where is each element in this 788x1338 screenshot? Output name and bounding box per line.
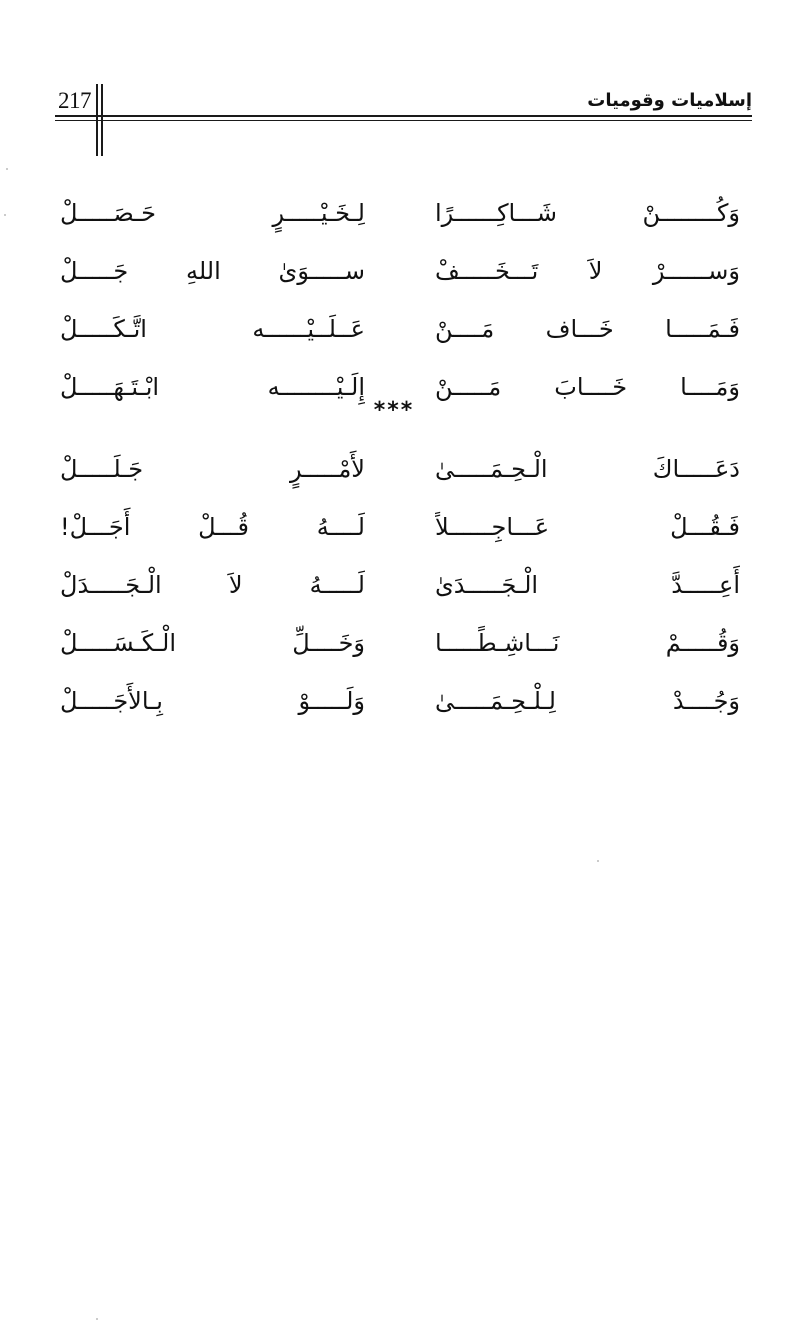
header-rule-thick xyxy=(55,115,752,117)
verse-second-hemistich: لَـــــهُ لاَ الْـجَـــــدَلْ xyxy=(60,571,365,599)
verse-first-hemistich: وَجُــــدْ لِـلْـحِـمَـــــىٰ xyxy=(435,687,740,715)
verse-second-hemistich: عَــلَــيْــــــه اتَّـكَـــــلْ xyxy=(60,315,365,343)
verse xyxy=(60,498,740,556)
verse-second-hemistich: لأَمْـــــرٍ جَـلَـــــلْ xyxy=(60,455,365,483)
verse-first-hemistich: وَســــــرْ لاَ تَـــخَـــــفْ xyxy=(435,257,740,285)
verse-first-hemistich: دَعَـــــاكَ الْـحِـمَـــــىٰ xyxy=(435,455,740,483)
stanza-separator: *** xyxy=(373,398,415,423)
scan-speck xyxy=(4,214,6,216)
verse xyxy=(60,556,740,614)
verse xyxy=(60,614,740,672)
stanza-2 xyxy=(60,440,740,730)
verse-first-hemistich: وَكُــــــــنْ شَـــاكِــــــرًا xyxy=(435,199,740,227)
verse-second-hemistich: إِلَـيْــــــــه ابْـتَـهَـــــلْ xyxy=(60,373,365,401)
verse-second-hemistich: لَــــهُ قُـــلْ أَجَـــلْ! xyxy=(60,513,365,541)
verse-second-hemistich: وَلَـــــوْ بِـالأَجَـــــلْ xyxy=(60,687,365,715)
running-title: إسلاميات وقوميات xyxy=(587,90,752,111)
verse-second-hemistich: ســـــوَىٰ اللهِ جَـــــلْ xyxy=(60,257,365,285)
running-header xyxy=(55,84,752,124)
scan-speck xyxy=(96,1318,98,1320)
verse xyxy=(60,440,740,498)
scan-speck xyxy=(597,860,599,862)
stanza-1 xyxy=(60,184,740,416)
verse-first-hemistich: وَقُـــــمْ نَـــاشِـطًـــــا xyxy=(435,629,740,657)
page-number: 217 xyxy=(58,88,91,113)
verse-first-hemistich: أَعِـــــدَّ الْـجَـــــدَىٰ xyxy=(435,571,740,599)
verse-first-hemistich: وَمَــــا خَــــابَ مَـــــنْ xyxy=(435,373,740,401)
verse xyxy=(60,300,740,358)
verse-second-hemistich: لِـخَـيْـــــرٍ حَـصَـــــلْ xyxy=(60,199,365,227)
scan-speck xyxy=(6,168,8,170)
verse-second-hemistich: وَخَــــلِّ الْـكَـسَـــــلْ xyxy=(60,629,365,657)
header-vertical-bar xyxy=(96,84,98,156)
verse xyxy=(60,242,740,300)
verse-first-hemistich: فَـمَـــــا خَـــاف مَــــنْ xyxy=(435,315,740,343)
header-vertical-bar xyxy=(101,84,103,156)
verse xyxy=(60,672,740,730)
verse-first-hemistich: فَـقُـــلْ عَـــاجِــــــلاً xyxy=(435,513,740,541)
verse xyxy=(60,184,740,242)
header-rule-thin xyxy=(55,120,752,121)
